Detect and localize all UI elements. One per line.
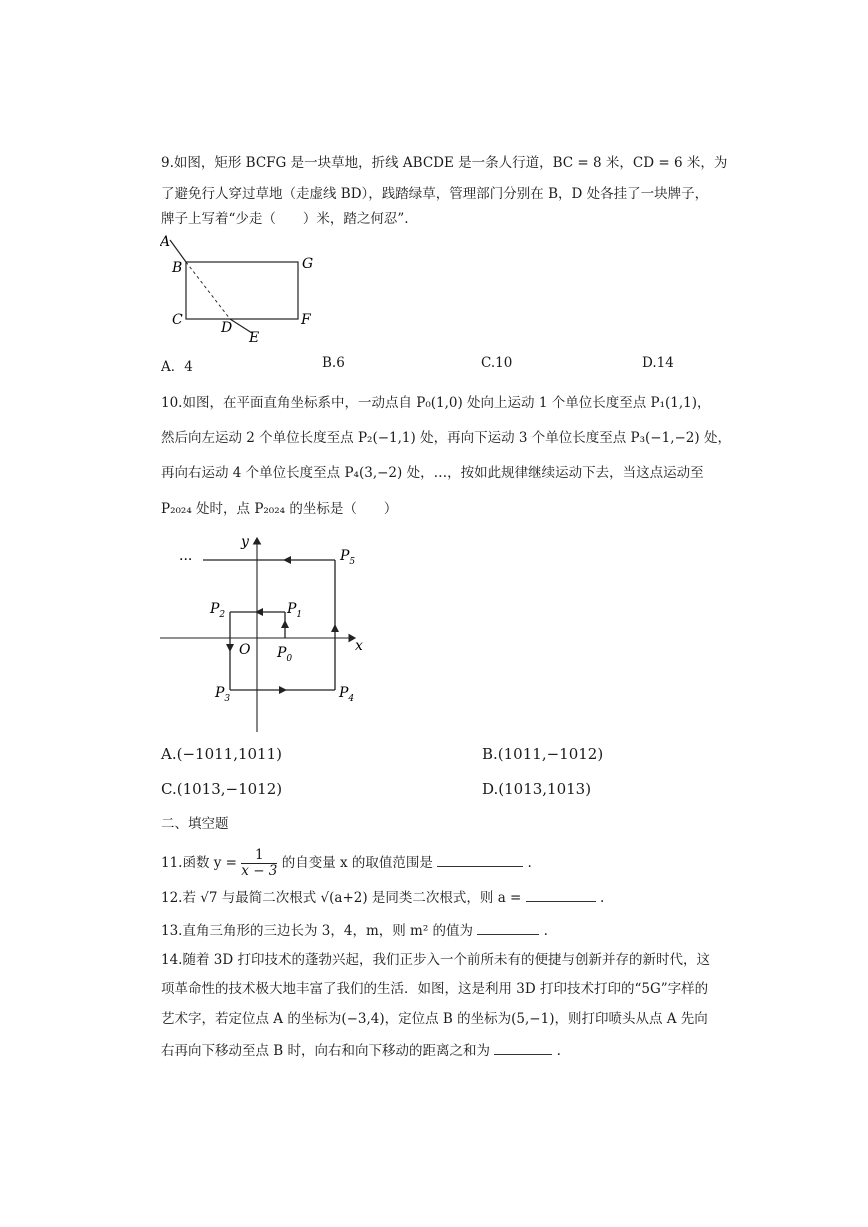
q10-arrow-up-p4: [331, 624, 339, 632]
q10-line-3: 再向右运动 4 个单位长度至点 P₄(3,−2) 处，…，按如此规律继续运动下去，当这点运动至: [161, 465, 704, 481]
q11-answer-blank[interactable]: [437, 865, 523, 867]
q14-answer-blank[interactable]: [494, 1053, 552, 1055]
q10-label-p4: $P_4$: [339, 685, 355, 704]
q9-path-ab: [170, 240, 186, 262]
q10-label-o: O: [239, 642, 251, 658]
q14-line-3: 艺术字，若定位点 A 的坐标为(−3,4)，定位点 B 的坐标为(5,−1)，则打印喷头从点 A 先向: [161, 1011, 708, 1027]
q12-line: [161, 889, 604, 907]
q10-label-p5: $P_5$: [340, 548, 356, 567]
q11-prefix: 11.函数 y =: [161, 855, 237, 871]
q10-label-p0: $P_0$: [277, 645, 293, 664]
q13-end: .: [543, 923, 548, 939]
q14-line-4: [161, 1042, 561, 1060]
q10-label-x: x: [355, 638, 363, 654]
q14-end: .: [556, 1043, 561, 1059]
q10-figure: [155, 530, 370, 735]
q11-suffix: 的自变量 x 的取值范围是: [281, 855, 433, 871]
q10-option-a: A.(−1011,1011): [161, 745, 282, 763]
q10-line-2: 然后向左运动 2 个单位长度至点 P₂(−1,1) 处，再向下运动 3 个单位长度至点 P₃(−1,−2) 处，: [161, 430, 731, 446]
q10-line-4: P₂₀₂₄ 处时，点 P₂₀₂₄ 的坐标是（ ）: [161, 501, 398, 517]
q14-line-1: 14.随着 3D 打印技术的蓬勃兴起，我们正步入一个前所未有的便捷与创新并存的新时代，这: [161, 952, 710, 968]
q9-label-g: G: [302, 256, 314, 272]
q10-label-dots: ···: [179, 552, 193, 568]
q9-option-a: A．4: [161, 359, 193, 375]
q9-label-d: D: [221, 320, 233, 336]
q10-option-d: D.(1013,1013): [482, 780, 592, 798]
q9-label-e: E: [249, 330, 260, 346]
q11-fraction: [241, 848, 277, 879]
section-heading-fill-in: 二、填空题: [161, 816, 229, 832]
q10-option-c: C.(1013,−1012): [161, 780, 283, 798]
q10-arrow-left-p5: [283, 556, 291, 564]
q10-label-y: y: [241, 534, 249, 550]
q10-arrow-right-p3: [279, 686, 287, 694]
q9-rectangle-bcfg: [186, 262, 298, 319]
q10-arrow-down-p2: [226, 644, 234, 652]
q11-denominator: x − 3: [241, 863, 278, 879]
q10-label-p2: $P_2$: [210, 601, 226, 620]
q10-option-b: B.(1011,−1012): [482, 745, 604, 763]
q9-option-b: B.6: [322, 355, 345, 371]
q12-answer-blank[interactable]: [526, 900, 596, 902]
q13-answer-blank[interactable]: [477, 933, 539, 935]
q14-line-4-text: 右再向下移动至点 B 时，向右和向下移动的距离之和为: [161, 1043, 491, 1059]
q9-dashed-bd: [186, 262, 230, 319]
q9-label-c: C: [172, 312, 183, 328]
q11-end: .: [527, 855, 532, 871]
q9-line-1: 9.如图，矩形 BCFG 是一块草地，折线 ABCDE 是一条人行道，BC = 8 米，CD = 6 米，为: [161, 155, 728, 171]
q13-line: [161, 922, 548, 940]
q11-line: [161, 848, 532, 879]
q10-arrow-left-p1: [255, 608, 263, 616]
q11-numerator: 1: [241, 848, 277, 864]
q9-label-f: F: [301, 312, 311, 328]
q14-line-2: 项革命性的技术极大地丰富了我们的生活．如图，这是利用 3D 打印技术打印的“5G”字样的: [161, 981, 709, 997]
q13-text: 13.直角三角形的三边长为 3，4，m，则 m² 的值为: [161, 923, 474, 939]
q9-line-3: 牌子上写着“少走（ ）米，踏之何忍”.: [161, 211, 409, 227]
q10-arrow-up-p0: [281, 620, 289, 628]
q9-option-c: C.10: [481, 355, 513, 371]
q9-option-d: D.14: [642, 355, 674, 371]
q10-label-p1: $P_1$: [287, 601, 303, 620]
q10-line-1: 10.如图，在平面直角坐标系中，一动点自 P₀(1,0) 处向上运动 1 个单位长度至点 P₁(1,1)，: [161, 395, 711, 411]
q9-line-2: 了避免行人穿过草地（走虚线 BD），践踏绿草，管理部门分别在 B，D 处各挂了一块牌子，: [161, 186, 709, 202]
q9-figure: [160, 232, 320, 348]
q9-label-a: A: [160, 234, 171, 250]
q12-text: 12.若 √7 与最简二次根式 √(a+2) 是同类二次根式，则 a =: [161, 890, 522, 906]
q9-label-b: B: [172, 260, 183, 276]
q12-end: .: [599, 890, 605, 906]
q10-label-p3: $P_3$: [215, 685, 231, 704]
